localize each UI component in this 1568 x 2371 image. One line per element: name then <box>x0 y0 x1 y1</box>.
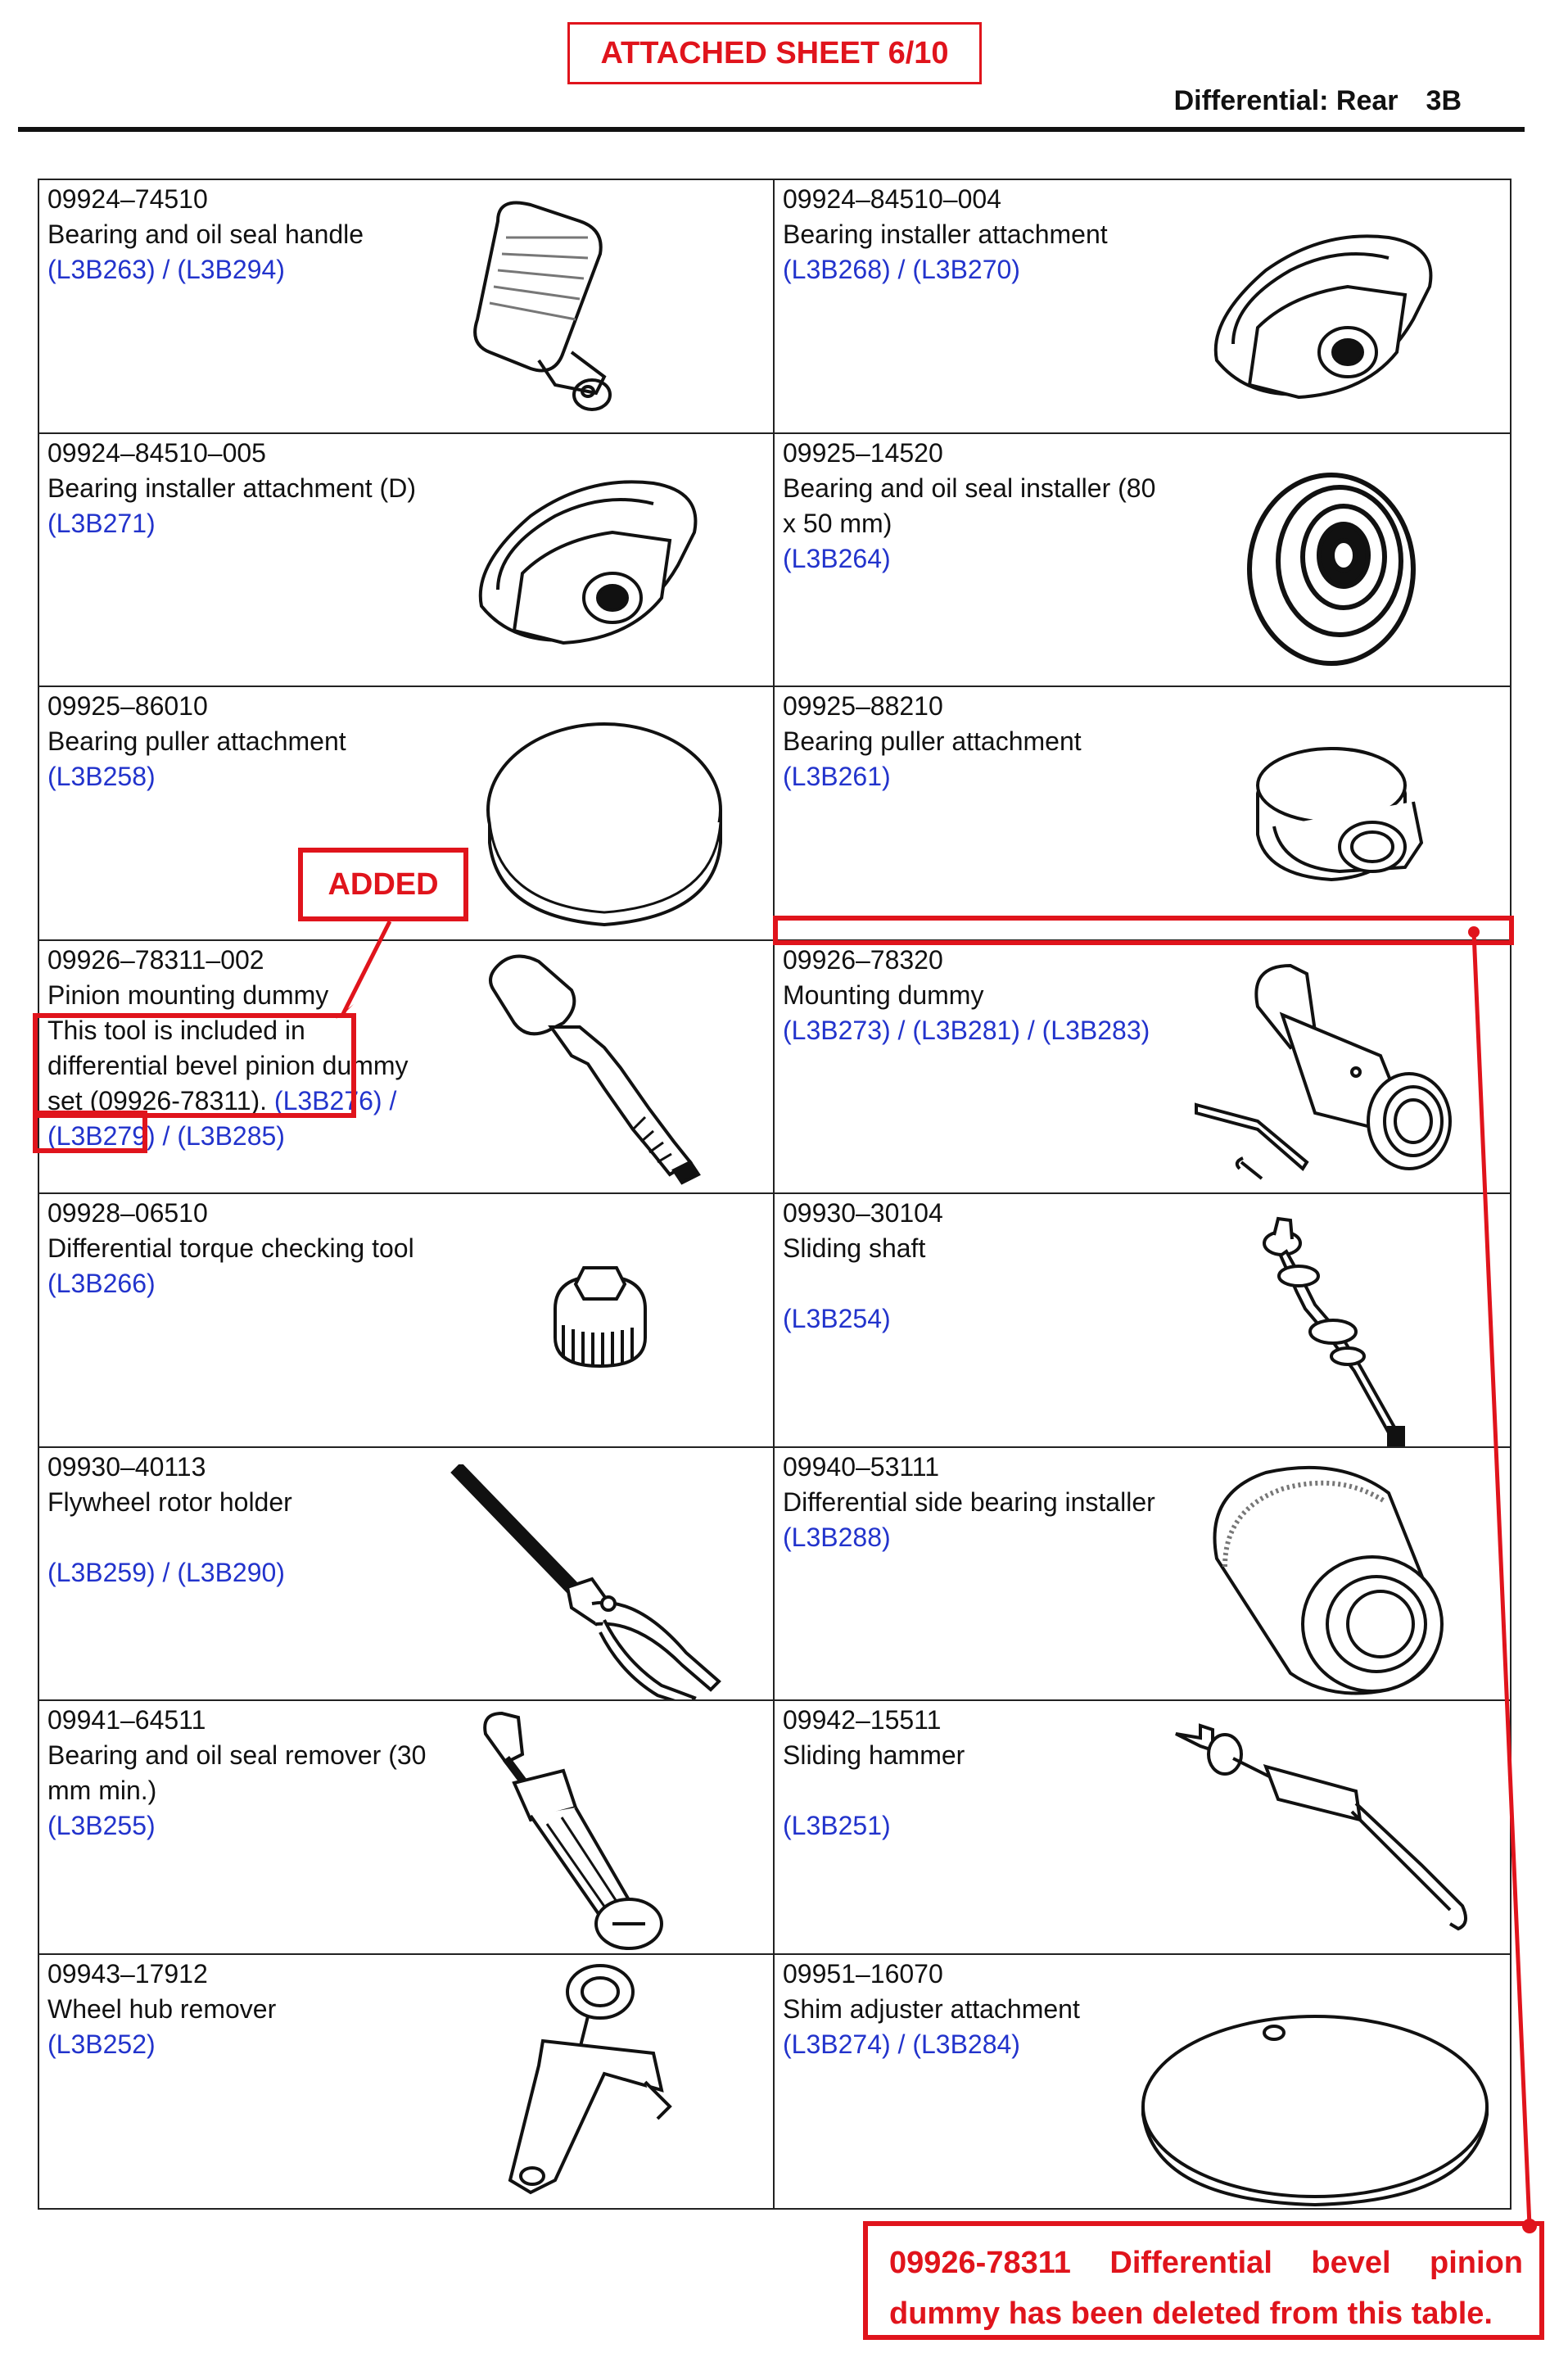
tool-part-number: 09925–88210 <box>783 691 943 721</box>
tool-description: Wheel hub remover <box>47 1993 277 2024</box>
tool-figure-refs[interactable]: (L3B276) / (L3B279) / (L3B285) <box>47 1085 397 1151</box>
tool-figure-refs[interactable]: (L3B252) <box>47 2029 156 2059</box>
tool-description: Bearing and oil seal installer (80 x 50 mm) <box>783 473 1156 538</box>
tool-part-number: 09943–17912 <box>47 1958 208 1989</box>
tool-part-number: 09925–86010 <box>47 691 208 721</box>
tool-description: Shim adjuster attachment <box>783 1993 1080 2024</box>
tool-description: Bearing installer attachment <box>783 219 1108 249</box>
tool-added-note: This tool is included in differential bevel pinion dummy set (09926-78311). <box>47 1015 409 1115</box>
tool-figure-refs[interactable]: (L3B273) / (L3B281) / (L3B283) <box>783 1015 1150 1045</box>
tool-description: Mounting dummy <box>783 980 984 1010</box>
tool-figure-refs[interactable]: (L3B259) / (L3B290) <box>47 1557 285 1587</box>
tool-figure-refs[interactable]: (L3B254) <box>783 1304 891 1333</box>
tool-figure-refs[interactable]: (L3B271) <box>47 508 156 538</box>
tool-figure-refs[interactable]: (L3B261) <box>783 762 891 791</box>
tool-figure-refs[interactable]: (L3B258) <box>47 762 156 791</box>
tool-figure-refs[interactable]: (L3B274) / (L3B284) <box>783 2029 1020 2059</box>
attached-sheet-label: ATTACHED SHEET 6/10 <box>567 22 982 84</box>
header-title: Differential: Rear <box>1173 85 1399 116</box>
tool-part-number: 09925–14520 <box>783 437 943 468</box>
deleted-connector-dot-top <box>1468 926 1480 938</box>
tool-part-number: 09941–64511 <box>47 1705 206 1735</box>
tool-description: Bearing and oil seal handle <box>47 219 364 249</box>
tool-description: Differential side bearing installer <box>783 1486 1155 1517</box>
tool-description: Bearing and oil seal remover (30 mm min.) <box>47 1740 427 1805</box>
tool-description: Bearing installer attachment (D) <box>47 473 416 503</box>
tool-part-number: 09951–16070 <box>783 1958 943 1989</box>
tool-part-number: 09930–40113 <box>47 1451 206 1482</box>
tool-figure-refs[interactable]: (L3B288) <box>783 1522 891 1552</box>
tool-figure-refs[interactable]: (L3B263) / (L3B294) <box>47 255 285 284</box>
tool-figure-refs[interactable]: (L3B268) / (L3B270) <box>783 255 1020 284</box>
deleted-note: 09926-78311 Differential bevel pinion dummy has been deleted from this table. <box>863 2221 1544 2340</box>
tool-part-number: 09926–78320 <box>783 944 943 975</box>
added-callout-label: ADDED <box>328 867 439 902</box>
tool-part-number: 09940–53111 <box>783 1451 940 1482</box>
tool-figure-refs[interactable]: (L3B251) <box>783 1811 891 1840</box>
tool-part-number: 09928–06510 <box>47 1198 208 1228</box>
deleted-connector-line <box>1474 932 1530 2226</box>
tool-description: Sliding shaft <box>783 1233 926 1263</box>
tool-part-number: 09930–30104 <box>783 1198 943 1228</box>
tool-description: Sliding hammer <box>783 1740 965 1770</box>
tool-description: Pinion mounting dummy <box>47 980 329 1010</box>
tool-description: Differential torque checking tool <box>47 1233 414 1263</box>
tool-figure-refs[interactable]: (L3B264) <box>783 543 891 573</box>
tool-part-number: 09924–84510–005 <box>47 437 266 468</box>
tool-description: Bearing puller attachment <box>783 726 1082 756</box>
tool-part-number: 09924–84510–004 <box>783 184 1001 214</box>
tool-description: Flywheel rotor holder <box>47 1486 292 1517</box>
tool-part-number: 09926–78311–002 <box>47 944 264 975</box>
added-arrow-line <box>342 921 390 1016</box>
tool-description: Bearing puller attachment <box>47 726 346 756</box>
tool-figure-refs[interactable]: (L3B255) <box>47 1811 156 1840</box>
header-section: 3B <box>1426 85 1462 116</box>
tool-part-number: 09942–15511 <box>783 1705 942 1735</box>
tool-figure-refs[interactable]: (L3B266) <box>47 1269 156 1298</box>
tool-part-number: 09924–74510 <box>47 184 208 214</box>
